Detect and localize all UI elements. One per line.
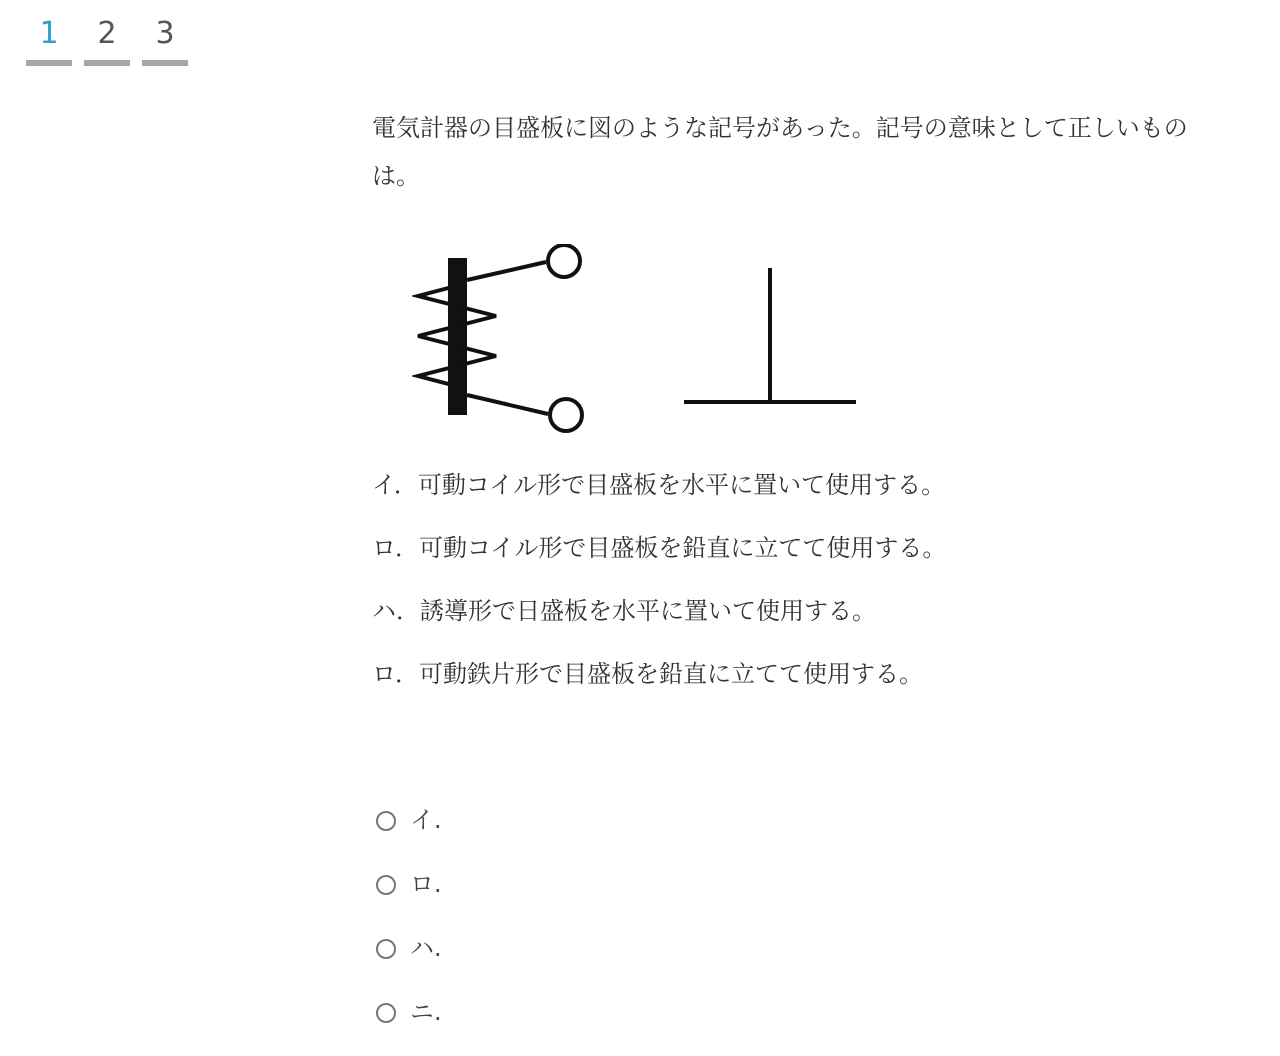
answer-label: ハ. bbox=[410, 934, 442, 962]
option-statement-list bbox=[372, 466, 1232, 718]
page-tab-underline bbox=[26, 60, 72, 66]
question-stem: 電気計器の目盛板に図のような記号があった。記号の意味として正しいものは。 bbox=[372, 114, 1188, 190]
answer-label: ロ. bbox=[410, 870, 442, 898]
answer-choice-ro[interactable] bbox=[376, 864, 442, 928]
answer-label: イ. bbox=[410, 806, 442, 834]
radio-button[interactable] bbox=[376, 939, 396, 959]
radio-button[interactable] bbox=[376, 811, 396, 831]
answer-choice-ha[interactable] bbox=[376, 928, 442, 992]
radio-button[interactable] bbox=[376, 1003, 396, 1023]
page-tab-underline bbox=[84, 60, 130, 66]
question-pager bbox=[26, 14, 188, 66]
page-tab-2[interactable] bbox=[84, 14, 130, 66]
answer-choices bbox=[376, 800, 442, 1056]
option-statement-ha: ハ．誘導形で日盛板を水平に置いて使用する。 bbox=[372, 597, 876, 625]
answer-label: ニ. bbox=[410, 998, 442, 1026]
option-statement-i: イ．可動コイル形で目盛板を水平に置いて使用する。 bbox=[372, 471, 946, 499]
page-tab-3[interactable] bbox=[142, 14, 188, 66]
question-panel bbox=[372, 104, 1232, 718]
page-tab-underline bbox=[142, 60, 188, 66]
page-tab-label: 2 bbox=[97, 16, 117, 51]
page-tab-label: 1 bbox=[39, 16, 59, 51]
answer-choice-i[interactable] bbox=[376, 800, 442, 864]
option-statement-ro: ロ．可動コイル形で目盛板を鉛直に立てて使用する。 bbox=[372, 534, 947, 562]
page-tab-1[interactable] bbox=[26, 14, 72, 66]
instrument-symbol-figure bbox=[412, 244, 862, 440]
option-statement-ni: ロ．可動鉄片形で目盛板を鉛直に立てて使用する。 bbox=[372, 660, 924, 688]
page-tab-label: 3 bbox=[155, 16, 175, 51]
vertical-use-symbol-icon bbox=[684, 268, 856, 402]
radio-button[interactable] bbox=[376, 875, 396, 895]
answer-choice-ni[interactable] bbox=[376, 992, 442, 1056]
moving-iron-instrument-symbol-icon bbox=[418, 245, 582, 431]
